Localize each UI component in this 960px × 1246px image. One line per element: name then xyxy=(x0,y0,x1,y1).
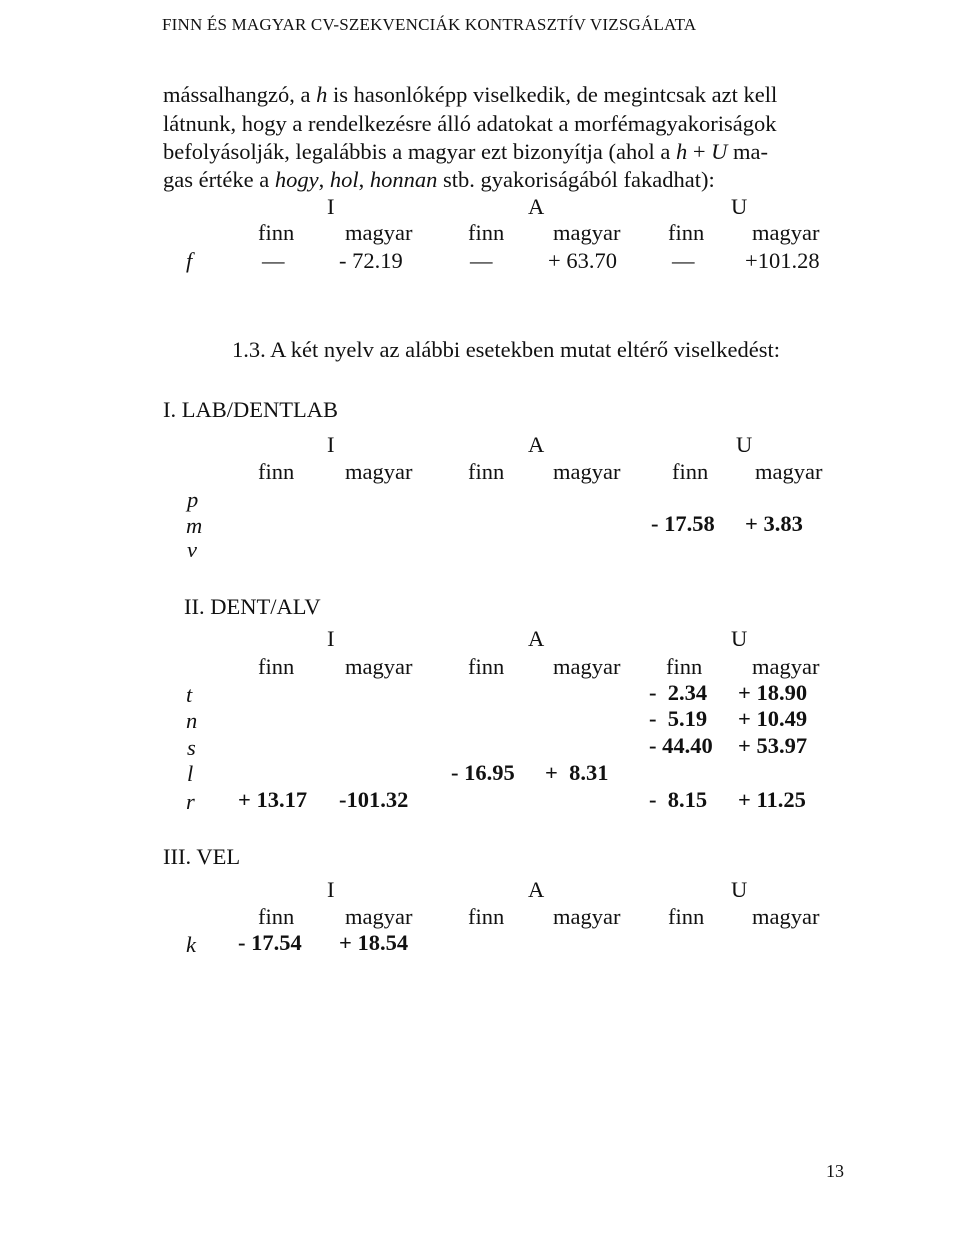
row-label-n: n xyxy=(186,708,198,733)
lang-header-finn: finn xyxy=(468,654,505,679)
cell-n-u-finn: - 5.19 xyxy=(649,706,708,731)
cell-m-u-finn: - 17.58 xyxy=(651,511,715,536)
paragraph-line-1: mássalhangzó, a h is hasonlóképp viselkedik, de megintcsak azt kell xyxy=(163,82,778,107)
row-label-v: v xyxy=(187,537,197,562)
row-label-s: s xyxy=(187,735,196,760)
lang-header-finn: finn xyxy=(672,459,709,484)
vowel-header-a: A xyxy=(528,432,545,457)
paragraph-line-2: látnunk, hogy a rendelkezésre álló adatokat a morfémagyakoriságok xyxy=(163,111,777,136)
lang-header-magyar: magyar xyxy=(553,459,621,484)
cell-f-a-magyar: + 63.70 xyxy=(548,248,617,273)
lang-header-magyar: magyar xyxy=(345,654,413,679)
cell-k-i-finn: - 17.54 xyxy=(238,930,302,955)
lang-header-magyar: magyar xyxy=(553,220,621,245)
vowel-header-u: U xyxy=(731,877,748,902)
row-label-m: m xyxy=(186,513,203,538)
vowel-header-i: I xyxy=(327,626,335,651)
lang-header-finn: finn xyxy=(258,220,295,245)
lang-header-finn: finn xyxy=(258,654,295,679)
group-title-vel: III. VEL xyxy=(163,844,241,869)
cell-f-u-magyar: +101.28 xyxy=(745,248,820,273)
paragraph-line-4: gas értéke a hogy, hol, honnan stb. gyakoriságából fakadhat): xyxy=(163,167,715,192)
row-label-f: f xyxy=(186,248,193,273)
lang-header-finn: finn xyxy=(468,459,505,484)
cell-n-u-magyar: + 10.49 xyxy=(738,706,808,731)
cell-m-u-magyar: + 3.83 xyxy=(745,511,803,536)
lang-header-magyar: magyar xyxy=(752,654,820,679)
cell-r-u-finn: - 8.15 xyxy=(649,787,708,812)
row-label-l: l xyxy=(187,761,194,786)
lang-header-finn: finn xyxy=(668,904,705,929)
vowel-header-i: I xyxy=(327,877,335,902)
lang-header-finn: finn xyxy=(666,654,703,679)
section-heading: 1.3. A két nyelv az alábbi esetekben mutat eltérő viselkedést: xyxy=(232,337,780,362)
cell-l-a-finn: - 16.95 xyxy=(451,760,515,785)
cell-s-u-finn: - 44.40 xyxy=(649,733,713,758)
vowel-header-a: A xyxy=(528,194,545,219)
lang-header-magyar: magyar xyxy=(755,459,823,484)
cell-s-u-magyar: + 53.97 xyxy=(738,733,808,758)
lang-header-magyar: magyar xyxy=(345,904,413,929)
page-number: 13 xyxy=(826,1161,844,1181)
cell-f-i-finn: — xyxy=(262,248,285,273)
row-label-k: k xyxy=(186,932,196,957)
cell-r-u-magyar: + 11.25 xyxy=(738,787,806,812)
cell-f-i-magyar: - 72.19 xyxy=(339,248,403,273)
group-title-lab: I. LAB/DENTLAB xyxy=(163,397,338,422)
vowel-header-u: U xyxy=(731,194,748,219)
lang-header-magyar: magyar xyxy=(752,220,820,245)
vowel-header-u: U xyxy=(736,432,753,457)
row-label-p: p xyxy=(187,487,199,512)
lang-header-magyar: magyar xyxy=(345,459,413,484)
cell-r-i-magyar: -101.32 xyxy=(339,787,409,812)
vowel-header-a: A xyxy=(528,877,545,902)
cell-r-i-finn: + 13.17 xyxy=(238,787,308,812)
cell-f-u-finn: — xyxy=(672,248,695,273)
lang-header-magyar: magyar xyxy=(752,904,820,929)
lang-header-finn: finn xyxy=(258,904,295,929)
vowel-header-i: I xyxy=(327,432,335,457)
lang-header-finn: finn xyxy=(468,904,505,929)
lang-header-finn: finn xyxy=(668,220,705,245)
row-label-t: t xyxy=(186,682,193,707)
lang-header-finn: finn xyxy=(258,459,295,484)
vowel-header-a: A xyxy=(528,626,545,651)
lang-header-finn: finn xyxy=(468,220,505,245)
cell-t-u-finn: - 2.34 xyxy=(649,680,708,705)
cell-k-i-magyar: + 18.54 xyxy=(339,930,409,955)
lang-header-magyar: magyar xyxy=(553,654,621,679)
vowel-header-i: I xyxy=(327,194,335,219)
lang-header-magyar: magyar xyxy=(345,220,413,245)
paragraph-line-3: befolyásolják, legalábbis a magyar ezt bizonyítja (ahol a h + U ma- xyxy=(163,139,768,164)
group-title-dent: II. DENT/ALV xyxy=(184,594,321,619)
running-header: FINN ÉS MAGYAR CV-SZEKVENCIÁK KONTRASZTÍV VIZSGÁLATA xyxy=(162,15,697,34)
cell-l-a-magyar: + 8.31 xyxy=(545,760,609,785)
lang-header-magyar: magyar xyxy=(553,904,621,929)
cell-t-u-magyar: + 18.90 xyxy=(738,680,808,705)
vowel-header-u: U xyxy=(731,626,748,651)
cell-f-a-finn: — xyxy=(470,248,493,273)
row-label-r: r xyxy=(186,789,195,814)
